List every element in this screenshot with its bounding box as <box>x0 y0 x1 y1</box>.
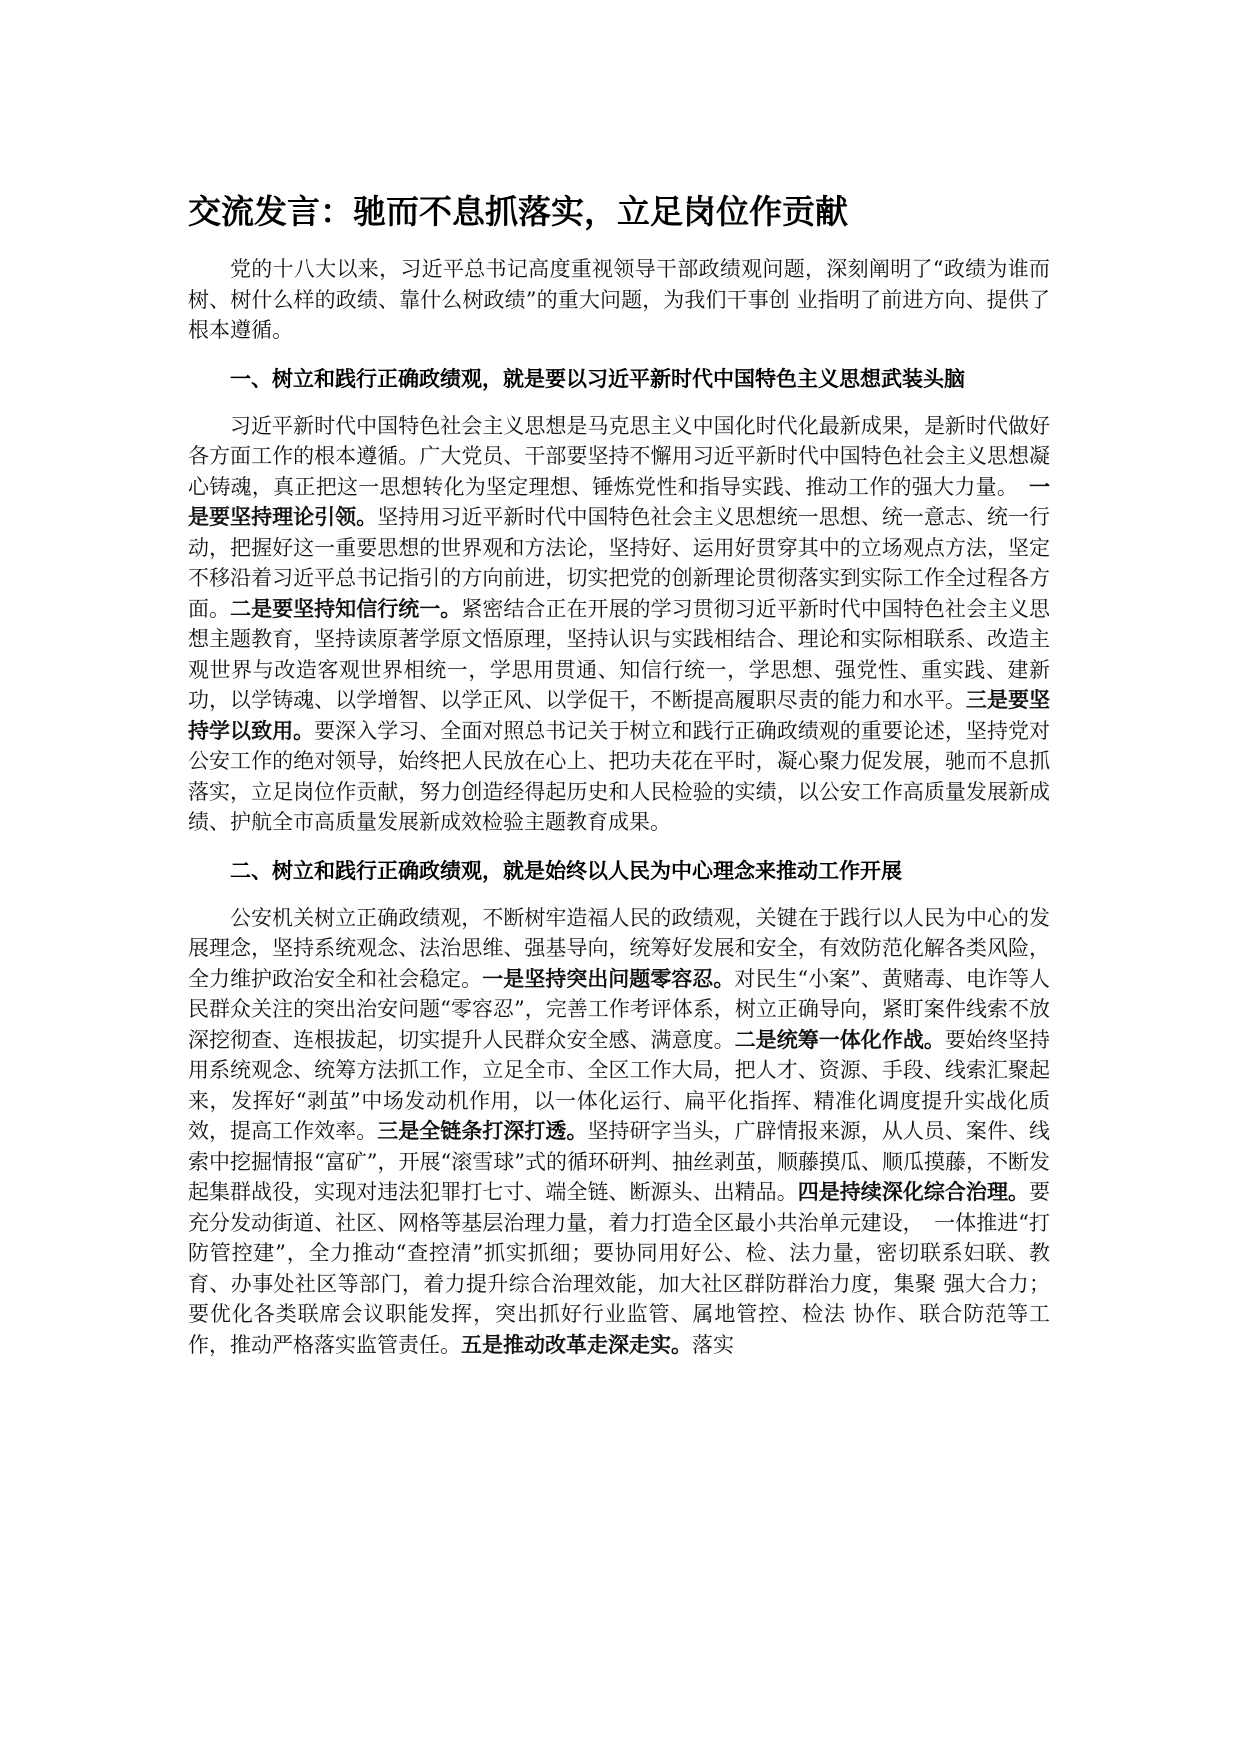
section-1-heading: 一、树立和践行正确政绩观，就是要以习近平新时代中国特色主义思想武装头脑 <box>230 366 965 391</box>
section-2-paragraph <box>188 903 1050 1361</box>
section-2-text-5: 要充分发动街道、社区、网格等基层治理力量，着力打造全区最小共治单元建设， 一体推进“打防管控建”，全力推动“查控清”抓实抓细；要协同用好公、检、法力量，密切联系妇联、教 育、办事处社区等部门，着力提升综合治理效能，加大社区群防群治力度，集聚 强大合力；要优化各类联席会议职能发挥，突出抓好行业监管、属地管控、检法 协作、联合防范等工作，推动严格落实监管责任。 <box>188 1180 1051 1357</box>
intro-paragraph: 党的十八大以来，习近平总书记高度重视领导干部政绩观问题，深刻阐明了“政绩为谁而树、树什么样的政绩、靠什么树政绩”的重大问题，为我们干事创 业指明了前进方向、提供了根本遵循。 <box>188 257 1050 342</box>
section-1-point-3: 三是要坚持学以致用。 <box>188 688 1050 743</box>
document-title: 交流发言：驰而不息抓落实，立足岗位作贡献 <box>188 192 848 231</box>
section-2-point-5: 五是推动改革走深走实。 <box>461 1332 692 1357</box>
document-body <box>188 190 1050 1378</box>
section-1-text-3: 紧密结合正在开展的学习贯彻习近平新时代中国特色社会主义思想主题教育，坚持读原著学原文悟原理，坚持认识与实践相结合、理论和实际相联系、改造主观世界与改造客观世界相统一，学思用贯通、知信行统一，学思想、强党性、重实践、建新功，以学铸魂、以学增智、以学正风、以学促干，不断提高履职尽责的能力和水平。 <box>188 596 1051 712</box>
section-2-point-3: 三是全链条打深打透。 <box>377 1119 588 1143</box>
section-2-heading: 二、树立和践行正确政绩观，就是始终以人民为中心理念来推动工作开展 <box>230 858 902 883</box>
section-2-text-3: 要始终坚持用系统观念、统筹方法抓工作，立足全市、全区工作大局，把人才、资源、手段、线索汇聚起来，发挥好“剥茧”中场发动机作用，以一体化运行、扁平化指挥、精准化调度提升实战化质效，提高工作效率。 <box>188 1027 1051 1143</box>
section-2-point-1: 一是坚持突出问题零容忍。 <box>482 966 735 991</box>
section-1-point-1: 一是要坚持理论引领。 <box>188 474 1051 529</box>
section-2-text-6: 落实 <box>692 1332 734 1357</box>
section-1-point-2: 二是要坚持知信行统一。 <box>230 596 462 621</box>
section-2-text-1: 公安机关树立正确政绩观，不断树牢造福人民的政绩观，关键在于践行以人民为中心的发展理念，坚持系统观念、法治思维、强基导向，统筹好发展和安全，有效防范化解各类风险，全力维护政治安全和社会稳定。 <box>188 905 1050 991</box>
section-2-point-2: 二是统筹一体化作战。 <box>734 1027 945 1052</box>
section-1-text-4: 要深入学习、全面对照总书记关于树立和践行正确政绩观的重要论述，坚持党对公安工作的绝对领导，始终把人民放在心上、把功夫花在平时，凝心聚力促发展，驰而不息抓落实，立足岗位作贡献，努力创造经得起历史和人民检验的实绩，以公安工作高质量发展新成绩、护航全市高质量发展新成效检验主题教育成果。 <box>188 718 1051 834</box>
section-1-paragraph <box>188 411 1050 838</box>
section-1-text-2: 坚持用习近平新时代中国特色社会主义思想统一思想、统一意志、统一行动，把握好这一重要思想的世界观和方法论，坚持好、运用好贯穿其中的立场观点方法，坚定不移沿着习近平总书记指引的方向前进，切实把党的创新理论贯彻落实到实际工作全过程各方面。 <box>188 505 1051 621</box>
section-1-text-1: 习近平新时代中国特色社会主义思想是马克思主义中国化时代化最新成果，是新时代做好各方面工作的根本遵循。广大党员、干部要坚持不懈用习近平新时代中国特色社会主义思想凝心铸魂，真正把这一思想转化为坚定理想、锤炼党性和指导实践、推动工作的强大力量。 <box>188 413 1050 499</box>
section-2-point-4: 四是持续深化综合治理。 <box>797 1180 1030 1204</box>
section-2-text-4: 坚持研字当头，广辟情报来源，从人员、案件、线索中挖掘情报“富矿”，开展“滚雪球”式的循环研判、抽丝剥茧，顺藤摸瓜、顺瓜摸藤，不断发起集群战役，实现对违法犯罪打七寸、端全链、断源头、出精品。 <box>188 1119 1051 1204</box>
section-2-text-2: 对民生“小案”、黄赌毒、电诈等人民群众关注的突出治安问题“零容忍”，完善工作考评体系，树立正确导向，紧盯案件线索不放深挖彻查、连根拔起，切实提升人民群众安全感、满意度。 <box>188 966 1051 1052</box>
